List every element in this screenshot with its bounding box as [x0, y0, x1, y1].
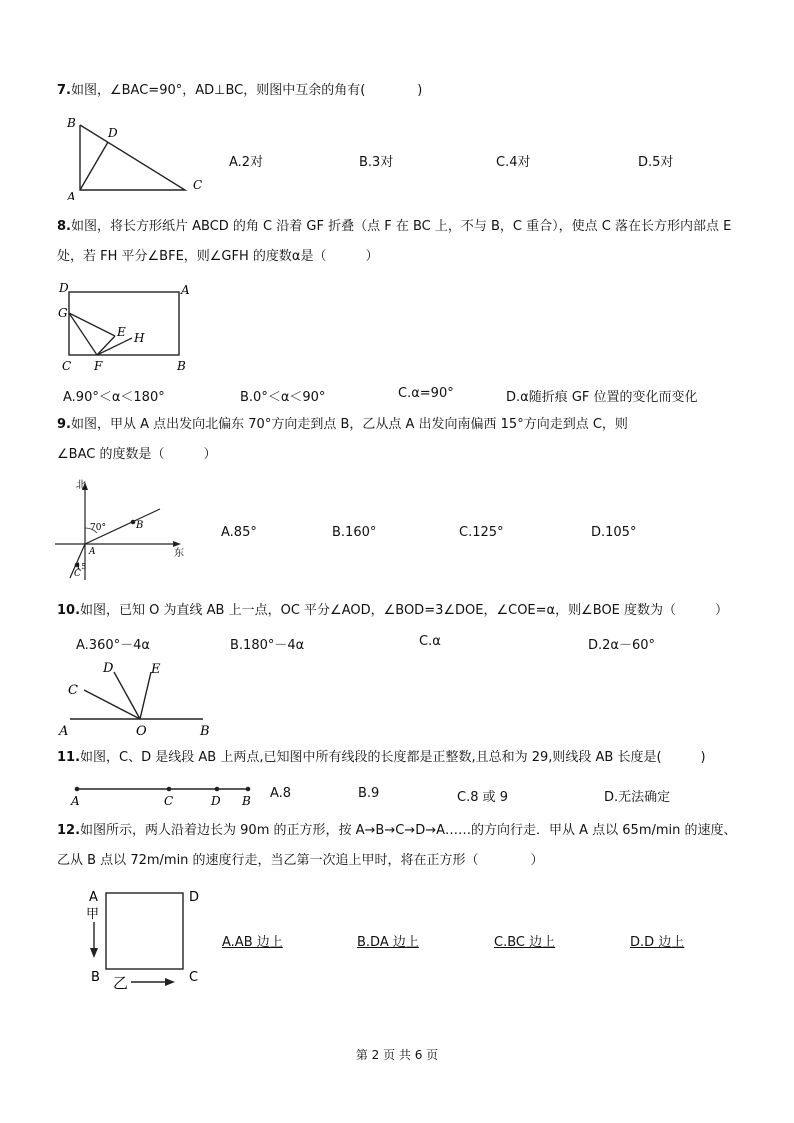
question-text: 如图所示，两人沿着边长为 90m 的正方形，按 A→B→C→D→A……的方向行走．甲从 A 点以 65m/min 的速度、 — [80, 823, 737, 838]
north-label: 北 — [76, 480, 86, 491]
label-C: C — [189, 970, 199, 985]
figure-q8 — [57, 280, 197, 375]
q12-option-c: C.BC 边上 — [494, 935, 556, 950]
figure-q10 — [58, 660, 218, 740]
q9-option-d: D.105° — [591, 525, 637, 540]
q7-option-d: D.5对 — [638, 155, 674, 170]
label-A: A — [67, 190, 76, 200]
label-A: A — [181, 283, 190, 297]
label-A: A — [89, 547, 96, 557]
page-footer: 第 2 页 共 6 页 — [355, 1048, 439, 1062]
q7-option-c: C.4对 — [496, 155, 531, 170]
question-10-stem — [57, 602, 728, 620]
label-jia: 甲 — [86, 907, 100, 922]
q11-option-a: A.8 — [270, 786, 292, 801]
q10-option-c: C.α — [419, 634, 441, 649]
label-A: A — [71, 794, 80, 808]
question-7-stem — [57, 82, 422, 100]
label-G: G — [58, 306, 68, 320]
q11-option-d: D.无法确定 — [604, 790, 671, 805]
label-O: O — [136, 724, 147, 739]
label-D: D — [211, 794, 221, 808]
label-C: C — [193, 178, 203, 192]
question-8-stem — [57, 218, 731, 236]
label-B: B — [200, 724, 210, 739]
q7-option-b: B.3对 — [359, 155, 394, 170]
question-text: 如图，将长方形纸片 ABCD 的角 C 沿着 GF 折叠（点 F 在 BC 上，不与 B，C 重合），使点 C 落在长方形内部点 E — [70, 219, 732, 234]
question-number: 8. — [57, 219, 71, 234]
figure-q7 — [60, 115, 210, 200]
question-number: 7. — [57, 83, 71, 98]
question-number: 12. — [57, 823, 81, 838]
question-8-stem-line2: 处，若 FH 平分∠BFE，则∠GFH 的度数α是（ ） — [57, 249, 379, 264]
label-H: H — [134, 331, 145, 345]
label-C: C — [164, 794, 174, 808]
label-B: B — [242, 794, 251, 808]
q12-option-b: B.DA 边上 — [357, 935, 419, 950]
question-text: 如图，∠BAC=90°，AD⊥BC，则图中互余的角有( ) — [70, 83, 423, 98]
label-D: D — [59, 281, 69, 295]
label-D: D — [189, 890, 200, 905]
question-text: 如图，C、D 是线段 AB 上两点,已知图中所有线段的长度都是正整数,且总和为 29,则线段 AB 长度是( ) — [80, 750, 706, 765]
figure-q9 — [52, 478, 197, 583]
label-B: B — [91, 970, 100, 985]
label-C: C — [74, 569, 81, 579]
q9-option-b: B.160° — [332, 525, 377, 540]
question-text: 如图，甲从 A 点出发向北偏东 70°方向走到点 B，乙从点 A 出发向南偏西 15°方向走到点 C，则 — [70, 417, 628, 432]
figure-q12 — [85, 882, 215, 992]
label-B: B — [177, 359, 186, 373]
q11-option-c: C.8 或 9 — [457, 790, 509, 805]
label-C: C — [62, 359, 72, 373]
q9-option-a: A.85° — [221, 525, 257, 540]
label-D: D — [103, 661, 114, 676]
question-number: 11. — [57, 750, 81, 765]
label-A: A — [59, 724, 69, 739]
label-B: B — [67, 116, 76, 130]
label-C: C — [68, 683, 78, 698]
question-number: 9. — [57, 417, 71, 432]
label-B: B — [136, 520, 144, 531]
q12-option-d: D.D 边上 — [630, 935, 685, 950]
question-text: 如图，已知 O 为直线 AB 上一点，OC 平分∠AOD，∠BOD=3∠DOE，∠COE=α，则∠BOE 度数为（ ） — [80, 603, 729, 618]
question-12-stem — [57, 822, 737, 840]
q10-option-d: D.2α－60° — [588, 638, 656, 653]
q11-option-b: B.9 — [358, 786, 380, 801]
east-label: 东 — [174, 548, 184, 559]
q7-option-a: A.2对 — [229, 155, 264, 170]
angle-70-label: 70° — [90, 523, 106, 533]
label-F: F — [94, 359, 103, 373]
q12-option-a: A.AB 边上 — [222, 935, 283, 950]
q10-option-a: A.360°－4α — [76, 638, 150, 653]
q8-option-d: D.α随折痕 GF 位置的变化而变化 — [506, 390, 698, 405]
question-11-stem — [57, 749, 706, 767]
question-12-stem-line2: 乙从 B 点以 72m/min 的速度行走，当乙第一次追上甲时，将在正方形（ ） — [57, 853, 544, 868]
question-9-stem — [57, 416, 628, 434]
label-E: E — [117, 325, 126, 339]
question-number: 10. — [57, 603, 81, 618]
label-D: D — [108, 126, 118, 140]
figure-q11 — [65, 780, 260, 808]
q8-option-a: A.90°＜α＜180° — [63, 390, 165, 405]
q9-option-c: C.125° — [459, 525, 504, 540]
label-E: E — [151, 662, 161, 677]
label-A: A — [89, 890, 98, 905]
question-9-stem-line2: ∠BAC 的度数是（ ） — [57, 447, 217, 462]
label-yi: 乙 — [113, 974, 129, 992]
angle-15-label: 15 — [76, 562, 87, 571]
q10-option-b: B.180°－4α — [230, 638, 305, 653]
q8-option-b: B.0°＜α＜90° — [240, 390, 326, 405]
q8-option-c: C.α=90° — [398, 386, 454, 401]
